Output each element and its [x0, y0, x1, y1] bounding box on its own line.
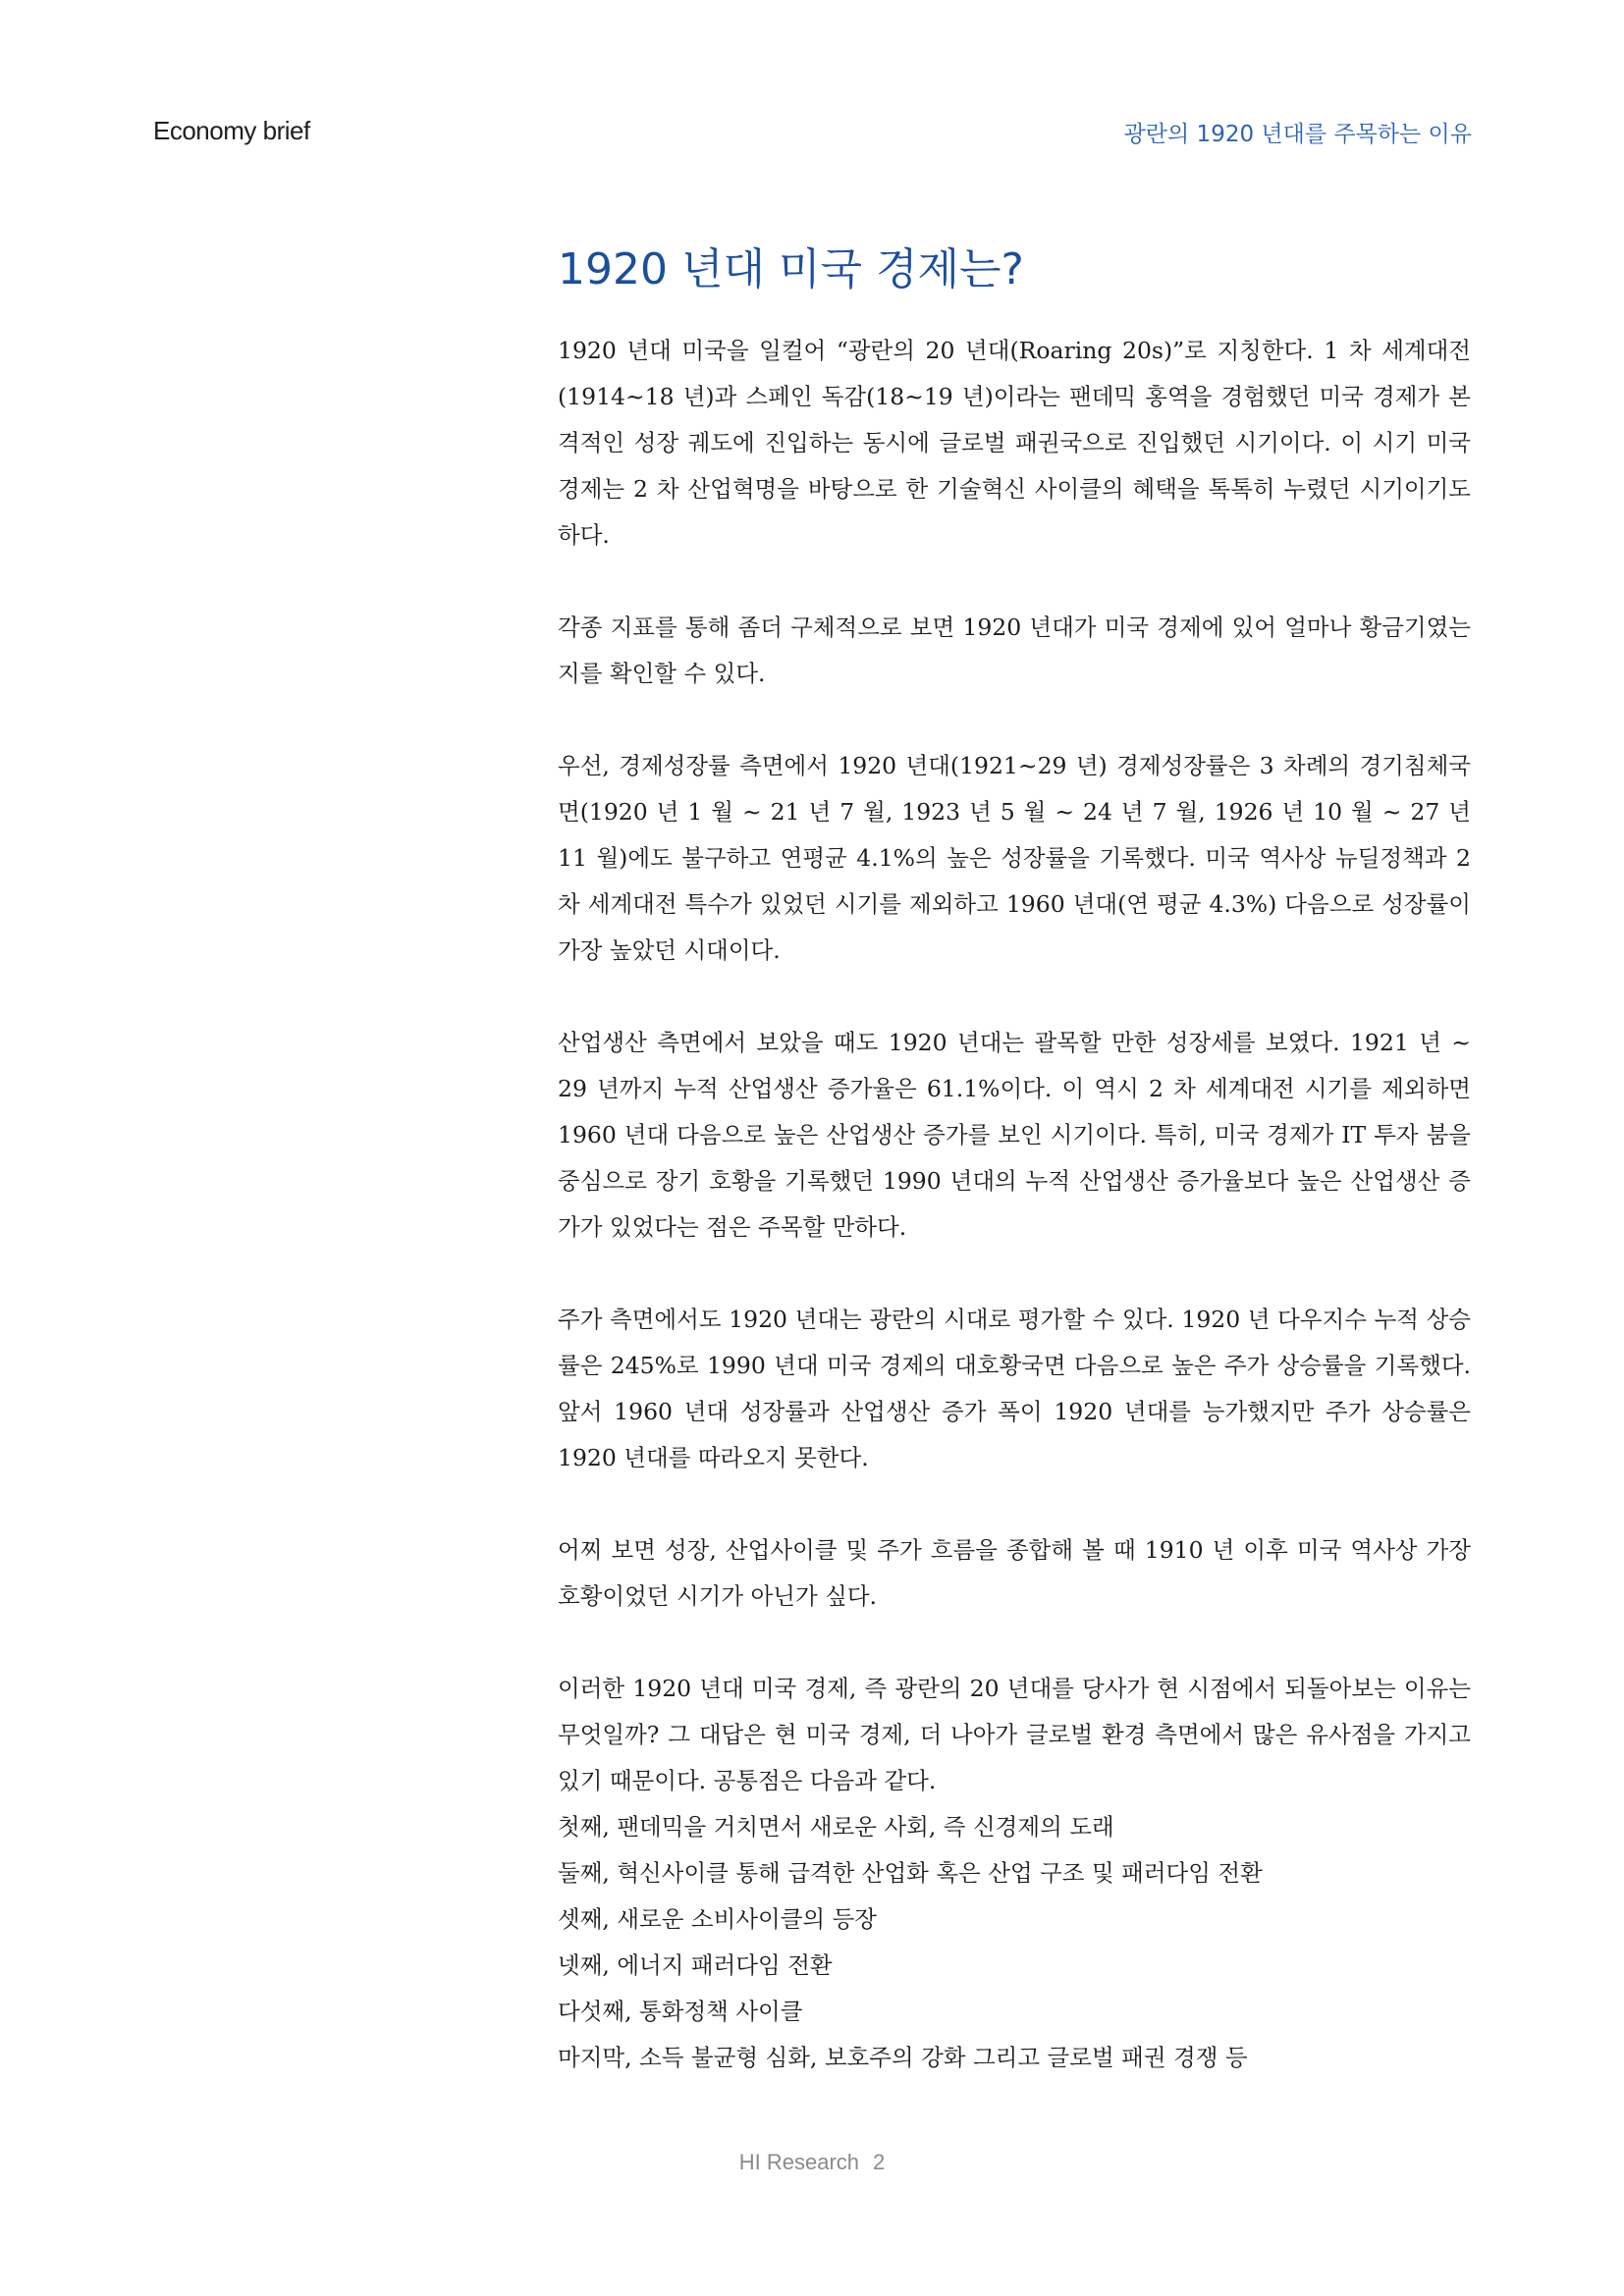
paragraph-stock-prices: 주가 측면에서도 1920 년대는 광란의 시대로 평가할 수 있다. 1920 년 다우지수 누적 상승률은 245%로 1990 년대 미국 경제의 대호황국면 다음으로 높은 주가 상승률을 기록했다. 앞서 1960 년대 성장률과 산업생산 증가 폭이 1920 년대를 능가했지만 주가 상승률은 1920 년대를 따라오지 못한다. [558, 1306, 1471, 1471]
paragraph-summary: 어찌 보면 성장, 산업사이클 및 주가 흐름을 종합해 볼 때 1910 년 이후 미국 역사상 가장 호황이었던 시기가 아닌가 싶다. [558, 1536, 1471, 1610]
header-publication-name: Economy brief [153, 116, 310, 145]
list-item: 다섯째, 통화정책 사이클 [558, 1998, 803, 2025]
header-report-title: 광란의 1920 년대를 주목하는 이유 [1123, 122, 1472, 147]
page-number: 2 [873, 2150, 886, 2174]
list-item: 셋째, 새로운 소비사이클의 등장 [558, 1905, 877, 1933]
page-footer [0, 2150, 1624, 2175]
paragraph-industrial-production: 산업생산 측면에서 보았을 때도 1920 년대는 괄목할 만한 성장세를 보였다. 1921 년 ~ 29 년까지 누적 산업생산 증가율은 61.1%이다. 이 역시 2 차 세계대전 시기를 제외하면 1960 년대 다음으로 높은 산업생산 증가를 보인 시기이다. 특히, 미국 경제가 IT 투자 붐을 중심으로 장기 호황을 기록했던 1990 년대의 누적 산업생산 증가율보다 높은 산업생산 증가가 있었다는 점은 주목할 만하다. [558, 1029, 1471, 1241]
common-points-list [558, 1804, 1471, 2081]
list-item: 마지막, 소득 불균형 심화, 보호주의 강화 그리고 글로벌 패권 경쟁 등 [558, 2044, 1248, 2071]
footer-brand: HI Research [738, 2150, 860, 2174]
paragraph-indicators: 각종 지표를 통해 좀더 구체적으로 보면 1920 년대가 미국 경제에 있어 얼마나 황금기였는지를 확인할 수 있다. [558, 614, 1471, 687]
list-item: 첫째, 팬데믹을 거치면서 새로운 사회, 즉 신경제의 도래 [558, 1813, 1114, 1841]
list-item: 넷째, 에너지 패러다임 전환 [558, 1951, 833, 1979]
body-content [558, 328, 1471, 2081]
list-item: 둘째, 혁신사이클 통해 급격한 산업화 혹은 산업 구조 및 패러다임 전환 [558, 1859, 1263, 1887]
paragraph-similarities: 이러한 1920 년대 미국 경제, 즉 광란의 20 년대를 당사가 현 시점에서 되돌아보는 이유는 무엇일까? 그 대답은 현 미국 경제, 더 나아가 글로벌 환경 측면에서 많은 유사점을 가지고 있기 때문이다. 공통점은 다음과 같다. [558, 1675, 1471, 1794]
section-title: 1920 년대 미국 경제는? [558, 244, 1024, 294]
paragraph-roaring-20s-intro: 1920 년대 미국을 일컬어 “광란의 20 년대(Roaring 20s)”로 지칭한다. 1 차 세계대전(1914~18 년)과 스페인 독감(18~19 년)이라는 팬데믹 홍역을 경험했던 미국 경제가 본격적인 성장 궤도에 진입하는 동시에 글로벌 패권국으로 진입했던 시기이다. 이 시기 미국 경제는 2 차 산업혁명을 바탕으로 한 기술혁신 사이클의 혜택을 톡톡히 누렸던 시기이기도 하다. [558, 337, 1471, 549]
paragraph-growth-rate: 우선, 경제성장률 측면에서 1920 년대(1921~29 년) 경제성장률은 3 차례의 경기침체국면(1920 년 1 월 ~ 21 년 7 월, 1923 년 5 월 ~ 24 년 7 월, 1926 년 10 월 ~ 27 년 11 월)에도 불구하고 연평균 4.1%의 높은 성장률을 기록했다. 미국 역사상 뉴딜정책과 2 차 세계대전 특수가 있었던 시기를 제외하고 1960 년대(연 평균 4.3%) 다음으로 성장률이 가장 높았던 시대이다. [558, 752, 1471, 964]
